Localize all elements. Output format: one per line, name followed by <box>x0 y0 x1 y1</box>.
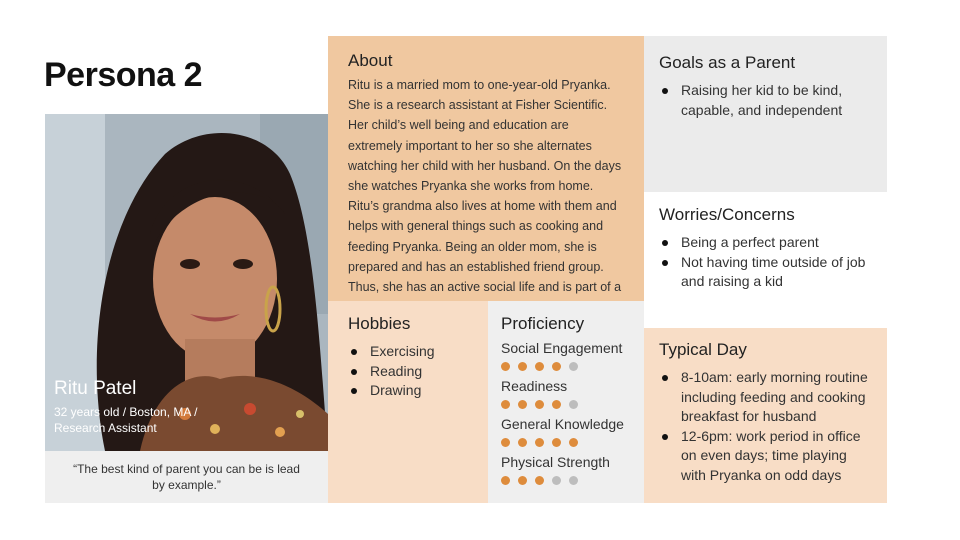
list-item: Not having time outside of job and raising a kid <box>659 253 872 292</box>
persona-photo <box>45 114 328 451</box>
list-item: Exercising <box>348 342 468 362</box>
persona-name: Ritu Patel <box>54 378 137 399</box>
hobbies-list <box>348 342 468 401</box>
about-section <box>328 36 644 301</box>
rating-dot-empty <box>569 362 578 371</box>
list-item: Raising her kid to be kind, capable, and independent <box>659 81 872 120</box>
hobbies-heading: Hobbies <box>348 314 411 333</box>
rating-dot-filled <box>552 362 561 371</box>
skill-name: Social Engagement <box>501 340 623 356</box>
rating-dot-filled <box>535 362 544 371</box>
worries-list <box>659 233 872 292</box>
skill-rating <box>501 476 631 486</box>
rating-dot-filled <box>518 476 527 485</box>
list-item: 12-6pm: work period in office on even days; time playing with Pryanka on odd days <box>659 427 872 486</box>
rating-dot-empty <box>569 476 578 485</box>
rating-dot-filled <box>518 400 527 409</box>
list-item: Drawing <box>348 381 468 401</box>
rating-dot-filled <box>569 438 578 447</box>
rating-dot-filled <box>501 476 510 485</box>
rating-dot-filled <box>518 362 527 371</box>
persona-age-location: 32 years old / Boston, MA / <box>54 405 198 419</box>
rating-dot-filled <box>501 400 510 409</box>
worries-section <box>644 192 887 328</box>
typical-day-list <box>659 368 872 485</box>
rating-dot-filled <box>501 438 510 447</box>
page-title: Persona 2 <box>44 56 203 94</box>
rating-dot-filled <box>535 438 544 447</box>
skill-name: Readiness <box>501 378 568 394</box>
goals-heading: Goals as a Parent <box>659 53 796 72</box>
list-item: 8-10am: early morning routine including feeding and cooking breakfast for husband <box>659 368 872 427</box>
rating-dot-filled <box>535 400 544 409</box>
rating-dot-filled <box>501 362 510 371</box>
list-item: Being a perfect parent <box>659 233 872 253</box>
typical-day-section <box>644 328 887 503</box>
skill-rating <box>501 362 631 372</box>
proficiency-heading: Proficiency <box>501 314 585 333</box>
hobbies-section <box>328 301 488 503</box>
rating-dot-empty <box>552 476 561 485</box>
goals-list <box>659 81 872 120</box>
rating-dot-empty <box>569 400 578 409</box>
skills-list <box>501 340 631 486</box>
goals-section <box>644 36 887 192</box>
about-heading: About <box>348 51 393 70</box>
persona-quote: “The best kind of parent you can be is lead by example.” <box>45 451 328 503</box>
rating-dot-filled <box>518 438 527 447</box>
rating-dot-filled <box>552 400 561 409</box>
persona-occupation: Research Assistant <box>54 421 157 435</box>
skill-rating <box>501 438 631 448</box>
persona-name-overlay <box>54 378 197 436</box>
list-item: Reading <box>348 362 468 382</box>
skill-rating <box>501 400 631 410</box>
about-text: Ritu is a married mom to one-year-old Pryanka. She is a research assistant at Fisher Scientific. Her child’s well being and education are extremely important to her so she alternates watching her child with her husband. On the days she watches Pryanka she works from home. Ritu’s grandma also lives at home with them and helps with general things such as cooking and feeding Pryanka. Being an older mom, she is prepared and has an established friend group. Thus, she has an active social life and is part of a <box>348 78 622 295</box>
proficiency-section <box>488 301 644 503</box>
worries-heading: Worries/Concerns <box>659 205 795 224</box>
typical-day-heading: Typical Day <box>659 340 747 359</box>
skill-name: Physical Strength <box>501 454 610 470</box>
skill-name: General Knowledge <box>501 416 624 432</box>
rating-dot-filled <box>552 438 561 447</box>
rating-dot-filled <box>535 476 544 485</box>
